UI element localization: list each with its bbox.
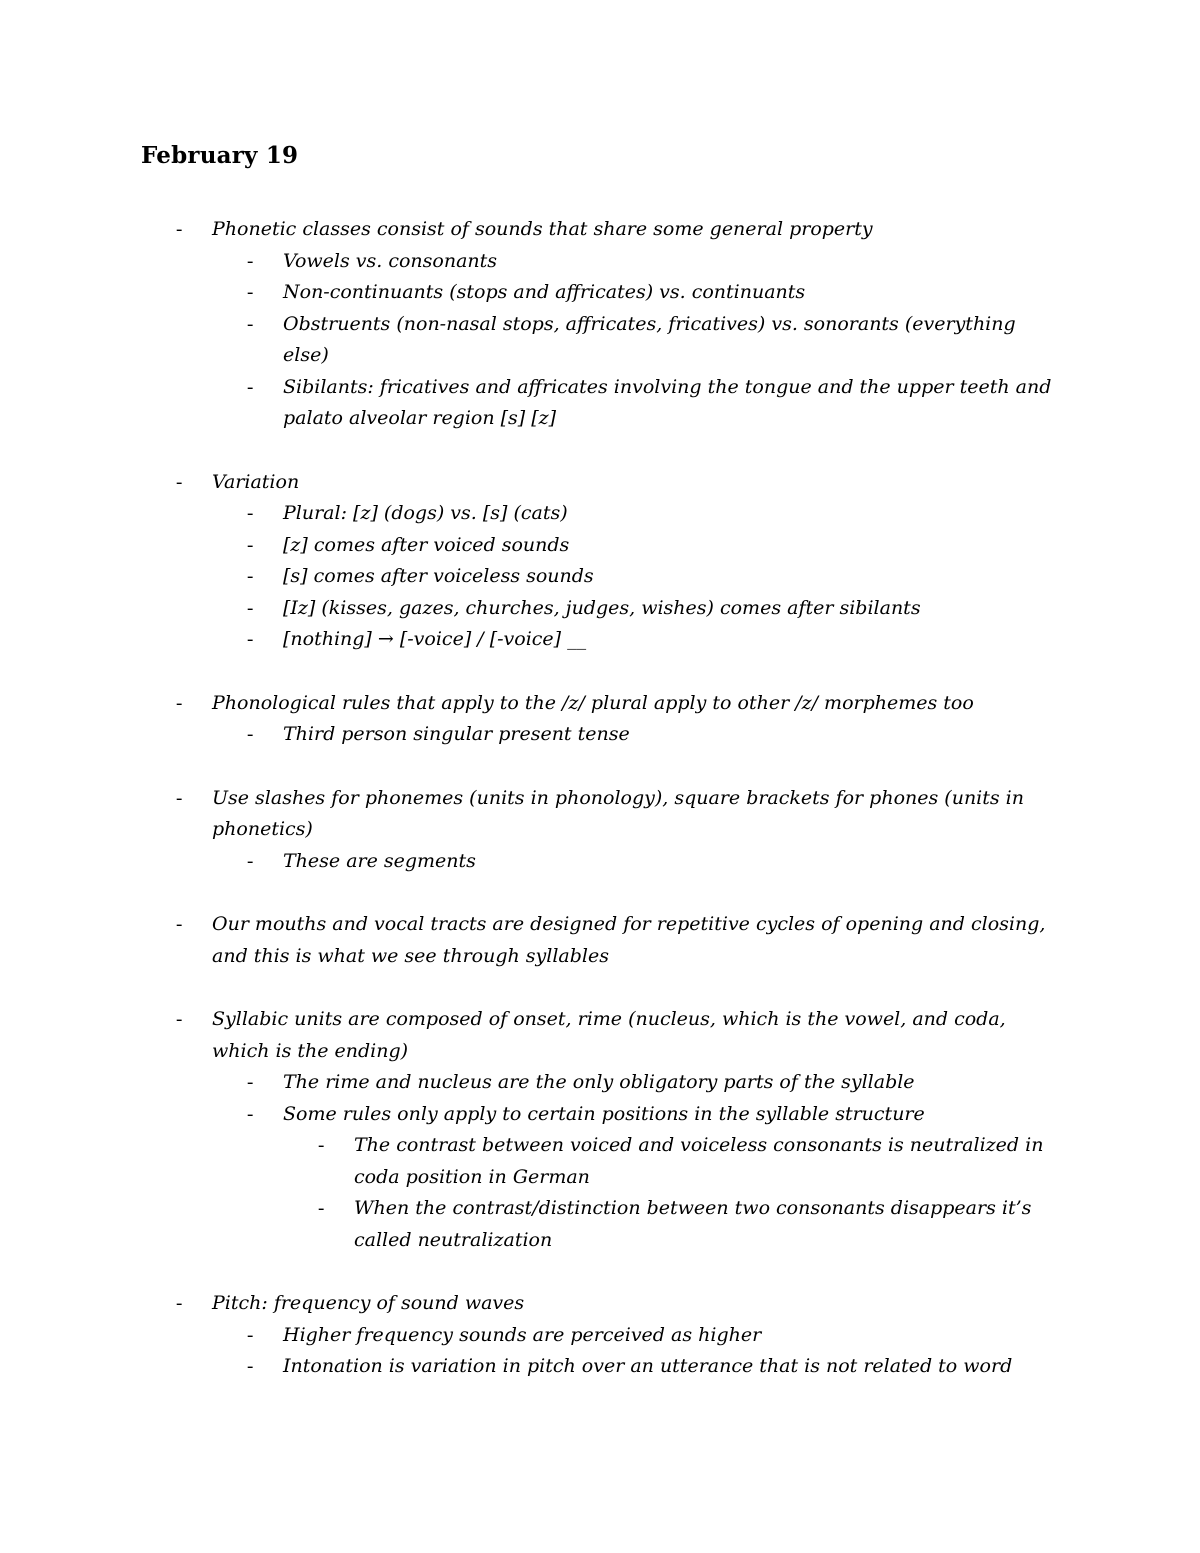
bullet-dash: - (247, 313, 254, 335)
list-item-text: Higher frequency sounds are perceived as higher (283, 1323, 762, 1346)
list-item-continuation (0, 814, 1200, 846)
list-item (0, 214, 1200, 246)
list-item-text: Use slashes for phonemes (units in phonology), square brackets for phones (units in (212, 786, 1024, 809)
bullet-dash: - (176, 219, 183, 240)
list-item (0, 277, 1200, 309)
list-item-text: [s] comes after voiceless sounds (283, 565, 594, 587)
list-item-text-continued: coda position in German (354, 1165, 590, 1188)
list-item-continuation (0, 340, 1200, 372)
list-item-text: These are segments (283, 849, 476, 872)
list-item-text: Syllabic units are composed of onset, rime (nucleus, which is the vowel, and coda, (212, 1008, 1006, 1030)
list-item-continuation (0, 941, 1200, 973)
bullet-dash: - (247, 503, 254, 524)
list-item (0, 719, 1200, 751)
list-item (0, 1320, 1200, 1352)
bullet-dash: - (176, 914, 183, 935)
list-item (0, 1351, 1200, 1383)
list-item (0, 498, 1200, 530)
list-item-continuation (0, 1036, 1200, 1068)
list-item-text-continued: called neutralization (354, 1228, 553, 1251)
list-item-text: When the contrast/distinction between two consonants disappears it’s (354, 1197, 1032, 1219)
list-item (0, 688, 1200, 720)
list-item (0, 530, 1200, 562)
list-item-text: The contrast between voiced and voiceless consonants is neutralized in (354, 1134, 1044, 1156)
section-spacer (0, 656, 1200, 688)
bullet-dash: - (318, 1198, 325, 1219)
list-item (0, 1193, 1200, 1225)
list-item-text: Our mouths and vocal tracts are designed for repetitive cycles of opening and closing, (212, 913, 1046, 935)
list-item-text: Vowels vs. consonants (283, 249, 498, 272)
section-spacer (0, 877, 1200, 909)
list-item-text: Third person singular present tense (283, 723, 630, 745)
list-item-text: Variation (212, 470, 300, 493)
notes-list (0, 214, 1200, 1383)
list-item-text: [Iz] (kisses, gazes, churches, judges, wishes) comes after sibilants (283, 596, 921, 619)
bullet-dash: - (247, 534, 254, 556)
list-item (0, 1288, 1200, 1320)
list-item-text-continued: and this is what we see through syllables (212, 944, 609, 967)
list-item-continuation (0, 403, 1200, 435)
bullet-dash: - (247, 1324, 254, 1346)
list-item-text: Obstruents (non-nasal stops, affricates, fricatives) vs. sonorants (everything (283, 312, 1016, 335)
list-item-continuation (0, 1162, 1200, 1194)
bullet-dash: - (176, 471, 183, 493)
list-item-text-continued: which is the ending) (212, 1039, 409, 1062)
bullet-dash: - (176, 787, 183, 809)
list-item-text: Intonation is variation in pitch over an utterance that is not related to word (283, 1355, 1013, 1377)
list-item-text: Sibilants: fricatives and affricates involving the tongue and the upper teeth and (283, 375, 1052, 398)
bullet-dash: - (176, 692, 183, 714)
list-item-text: Phonetic classes consist of sounds that share some general property (212, 218, 873, 240)
list-item-text: Some rules only apply to certain positions in the syllable structure (283, 1102, 925, 1125)
list-item (0, 624, 1200, 656)
list-item-text: [z] comes after voiced sounds (283, 533, 570, 556)
list-item-text: [nothing] → [-voice] / [-voice] __ (283, 628, 587, 650)
list-item (0, 561, 1200, 593)
bullet-dash: - (247, 250, 254, 272)
list-item-continuation (0, 1225, 1200, 1257)
list-item-text: Non-continuants (stops and affricates) vs. continuants (283, 281, 806, 303)
section-spacer (0, 972, 1200, 1004)
bullet-dash: - (247, 282, 254, 303)
list-item (0, 1130, 1200, 1162)
list-item (0, 846, 1200, 878)
list-item-text: The rime and nucleus are the only obligatory parts of the syllable (283, 1071, 915, 1093)
list-item (0, 783, 1200, 815)
list-item-text: Plural: [z] (dogs) vs. [s] (cats) (283, 502, 568, 524)
bullet-dash: - (247, 850, 254, 872)
bullet-dash: - (247, 566, 254, 587)
list-item (0, 467, 1200, 499)
list-item (0, 309, 1200, 341)
bullet-dash: - (247, 629, 254, 650)
bullet-dash: - (247, 1356, 254, 1377)
list-item-text-continued: phonetics) (212, 818, 313, 840)
bullet-dash: - (247, 724, 254, 745)
list-item (0, 1067, 1200, 1099)
section-spacer (0, 751, 1200, 783)
bullet-dash: - (176, 1009, 183, 1030)
bullet-dash: - (247, 597, 254, 619)
bullet-dash: - (318, 1135, 325, 1156)
list-item (0, 909, 1200, 941)
list-item (0, 246, 1200, 278)
list-item-text-continued: palato alveolar region [s] [z] (283, 407, 557, 429)
list-item-text-continued: else) (283, 344, 329, 366)
bullet-dash: - (247, 376, 254, 398)
list-item-text: Pitch: frequency of sound waves (212, 1292, 525, 1314)
bullet-dash: - (247, 1103, 254, 1125)
list-item (0, 593, 1200, 625)
bullet-dash: - (176, 1293, 183, 1314)
list-item (0, 372, 1200, 404)
list-item-text: Phonological rules that apply to the /z/ plural apply to other /z/ morphemes too (212, 691, 974, 714)
list-item (0, 1004, 1200, 1036)
page-title: February 19 (141, 142, 299, 169)
bullet-dash: - (247, 1072, 254, 1093)
list-item (0, 1099, 1200, 1131)
section-spacer (0, 435, 1200, 467)
section-spacer (0, 1256, 1200, 1288)
